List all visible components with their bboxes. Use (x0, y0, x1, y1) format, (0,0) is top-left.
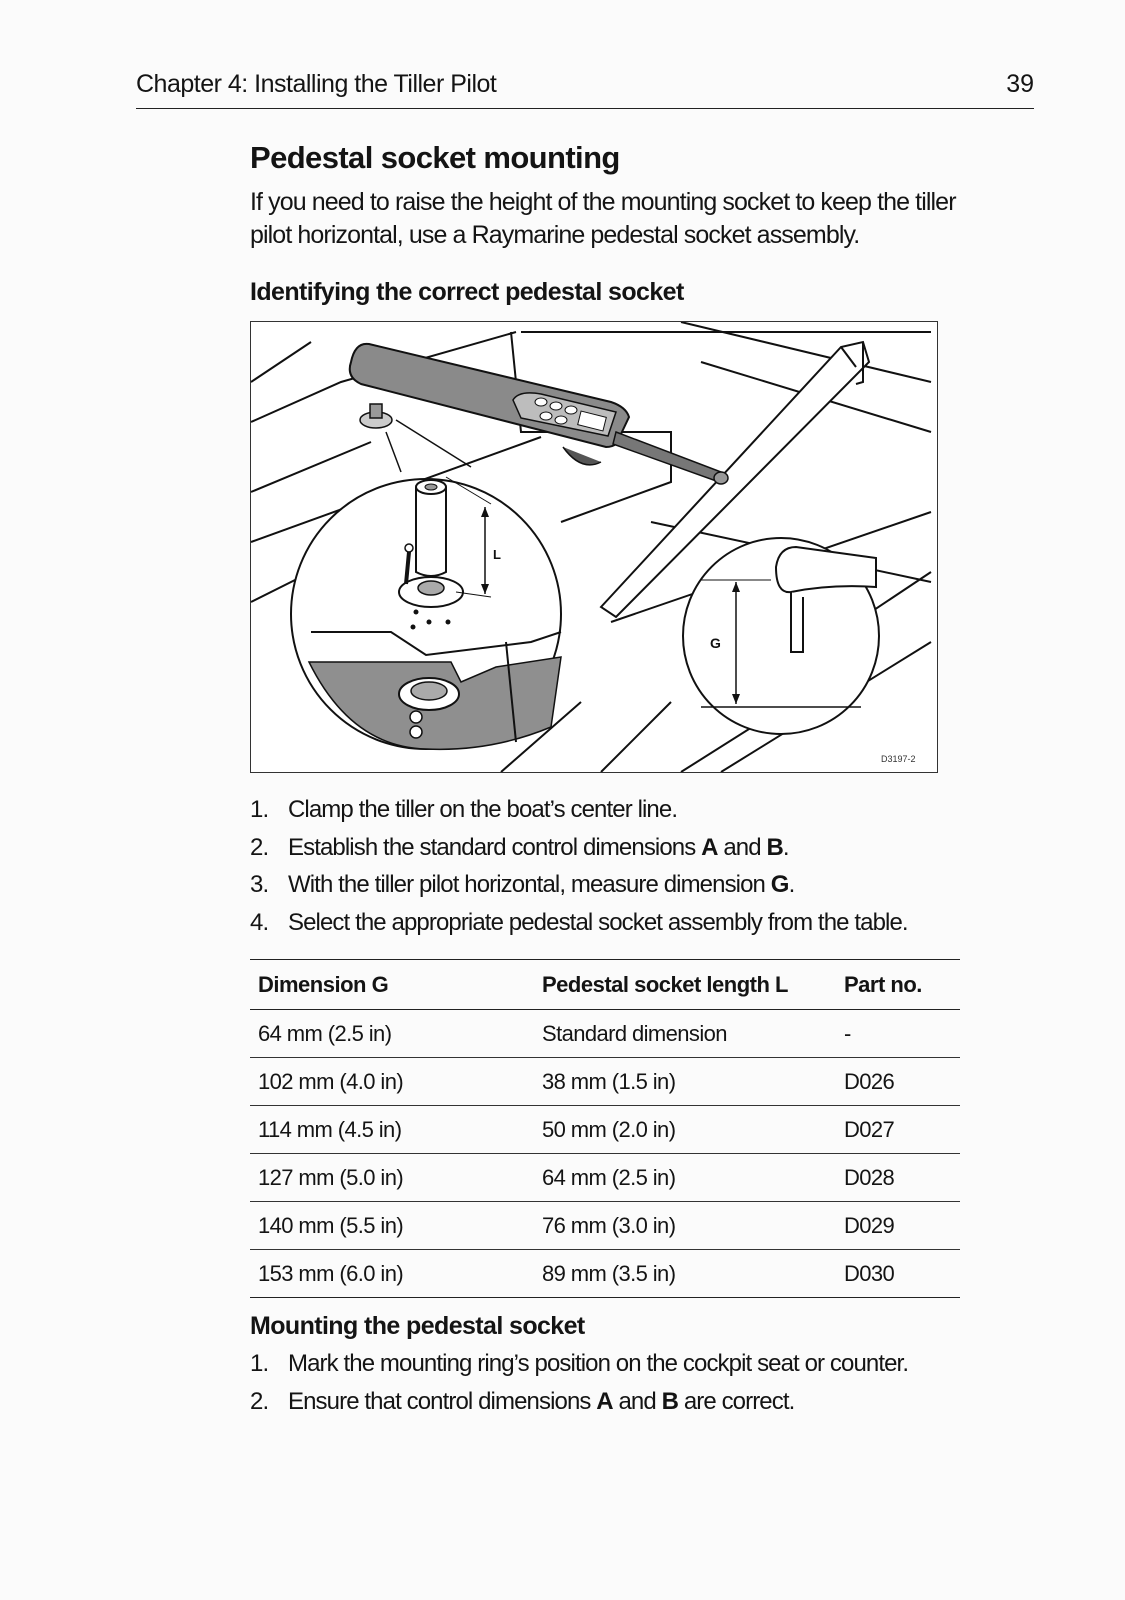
intro-paragraph: If you need to raise the height of the mounting socket to keep the tiller pilot horizontal, use a Raymarine pedestal socket assembly. (250, 188, 956, 249)
pedestal-socket-illustration (250, 321, 938, 773)
table-header-row (250, 960, 960, 1010)
section-title: Pedestal socket mounting (250, 140, 620, 175)
list-item: 1. Clamp the tiller on the boat’s center line. (250, 796, 678, 823)
table-row: 127 mm (5.0 in) 64 mm (2.5 in) D028 (250, 1154, 960, 1202)
mounting-heading: Mounting the pedestal socket (250, 1312, 585, 1340)
mounting-steps (250, 1345, 990, 1420)
table-row: 153 mm (6.0 in) 89 mm (3.5 in) D030 (258, 1260, 895, 1286)
table-row: 114 mm (4.5 in) 50 mm (2.0 in) D027 (250, 1106, 960, 1154)
page-content (250, 140, 990, 1420)
column-header: Dimension G (250, 960, 534, 1010)
page-header (136, 68, 1034, 109)
page-number: 39 (1006, 70, 1034, 98)
identify-steps (250, 791, 990, 941)
table-row: 102 mm (4.0 in) 38 mm (1.5 in) D026 (250, 1058, 960, 1106)
pedestal-socket-detail (291, 477, 561, 749)
dimension-g-label: G (710, 635, 721, 651)
list-item: 4. Select the appropriate pedestal socket assembly from the table. (250, 908, 908, 936)
list-item: 3. With the tiller pilot horizontal, measure dimension G. (250, 871, 795, 898)
tiller-pilot-illustration (350, 344, 728, 484)
table-row: 64 mm (2.5 in) Standard dimension - (250, 1010, 960, 1058)
chapter-title: Chapter 4: Installing the Tiller Pilot (136, 70, 497, 98)
list-item: 1. Mark the mounting ring’s position on the cockpit seat or counter. (250, 1350, 909, 1377)
identify-heading: Identifying the correct pedestal socket (250, 278, 684, 306)
table-row: 140 mm (5.5 in) 76 mm (3.0 in) D029 (250, 1202, 960, 1250)
column-header: Pedestal socket length L (534, 960, 836, 1010)
pedestal-socket-table (250, 959, 960, 1298)
dimension-l-label: L (493, 547, 501, 562)
figure-code: D3197-2 (881, 754, 916, 764)
list-item: 2. Establish the standard control dimensions A and B. (250, 833, 789, 861)
column-header: Part no. (836, 960, 960, 1010)
list-item: 2. Ensure that control dimensions A and B are correct. (250, 1387, 795, 1415)
